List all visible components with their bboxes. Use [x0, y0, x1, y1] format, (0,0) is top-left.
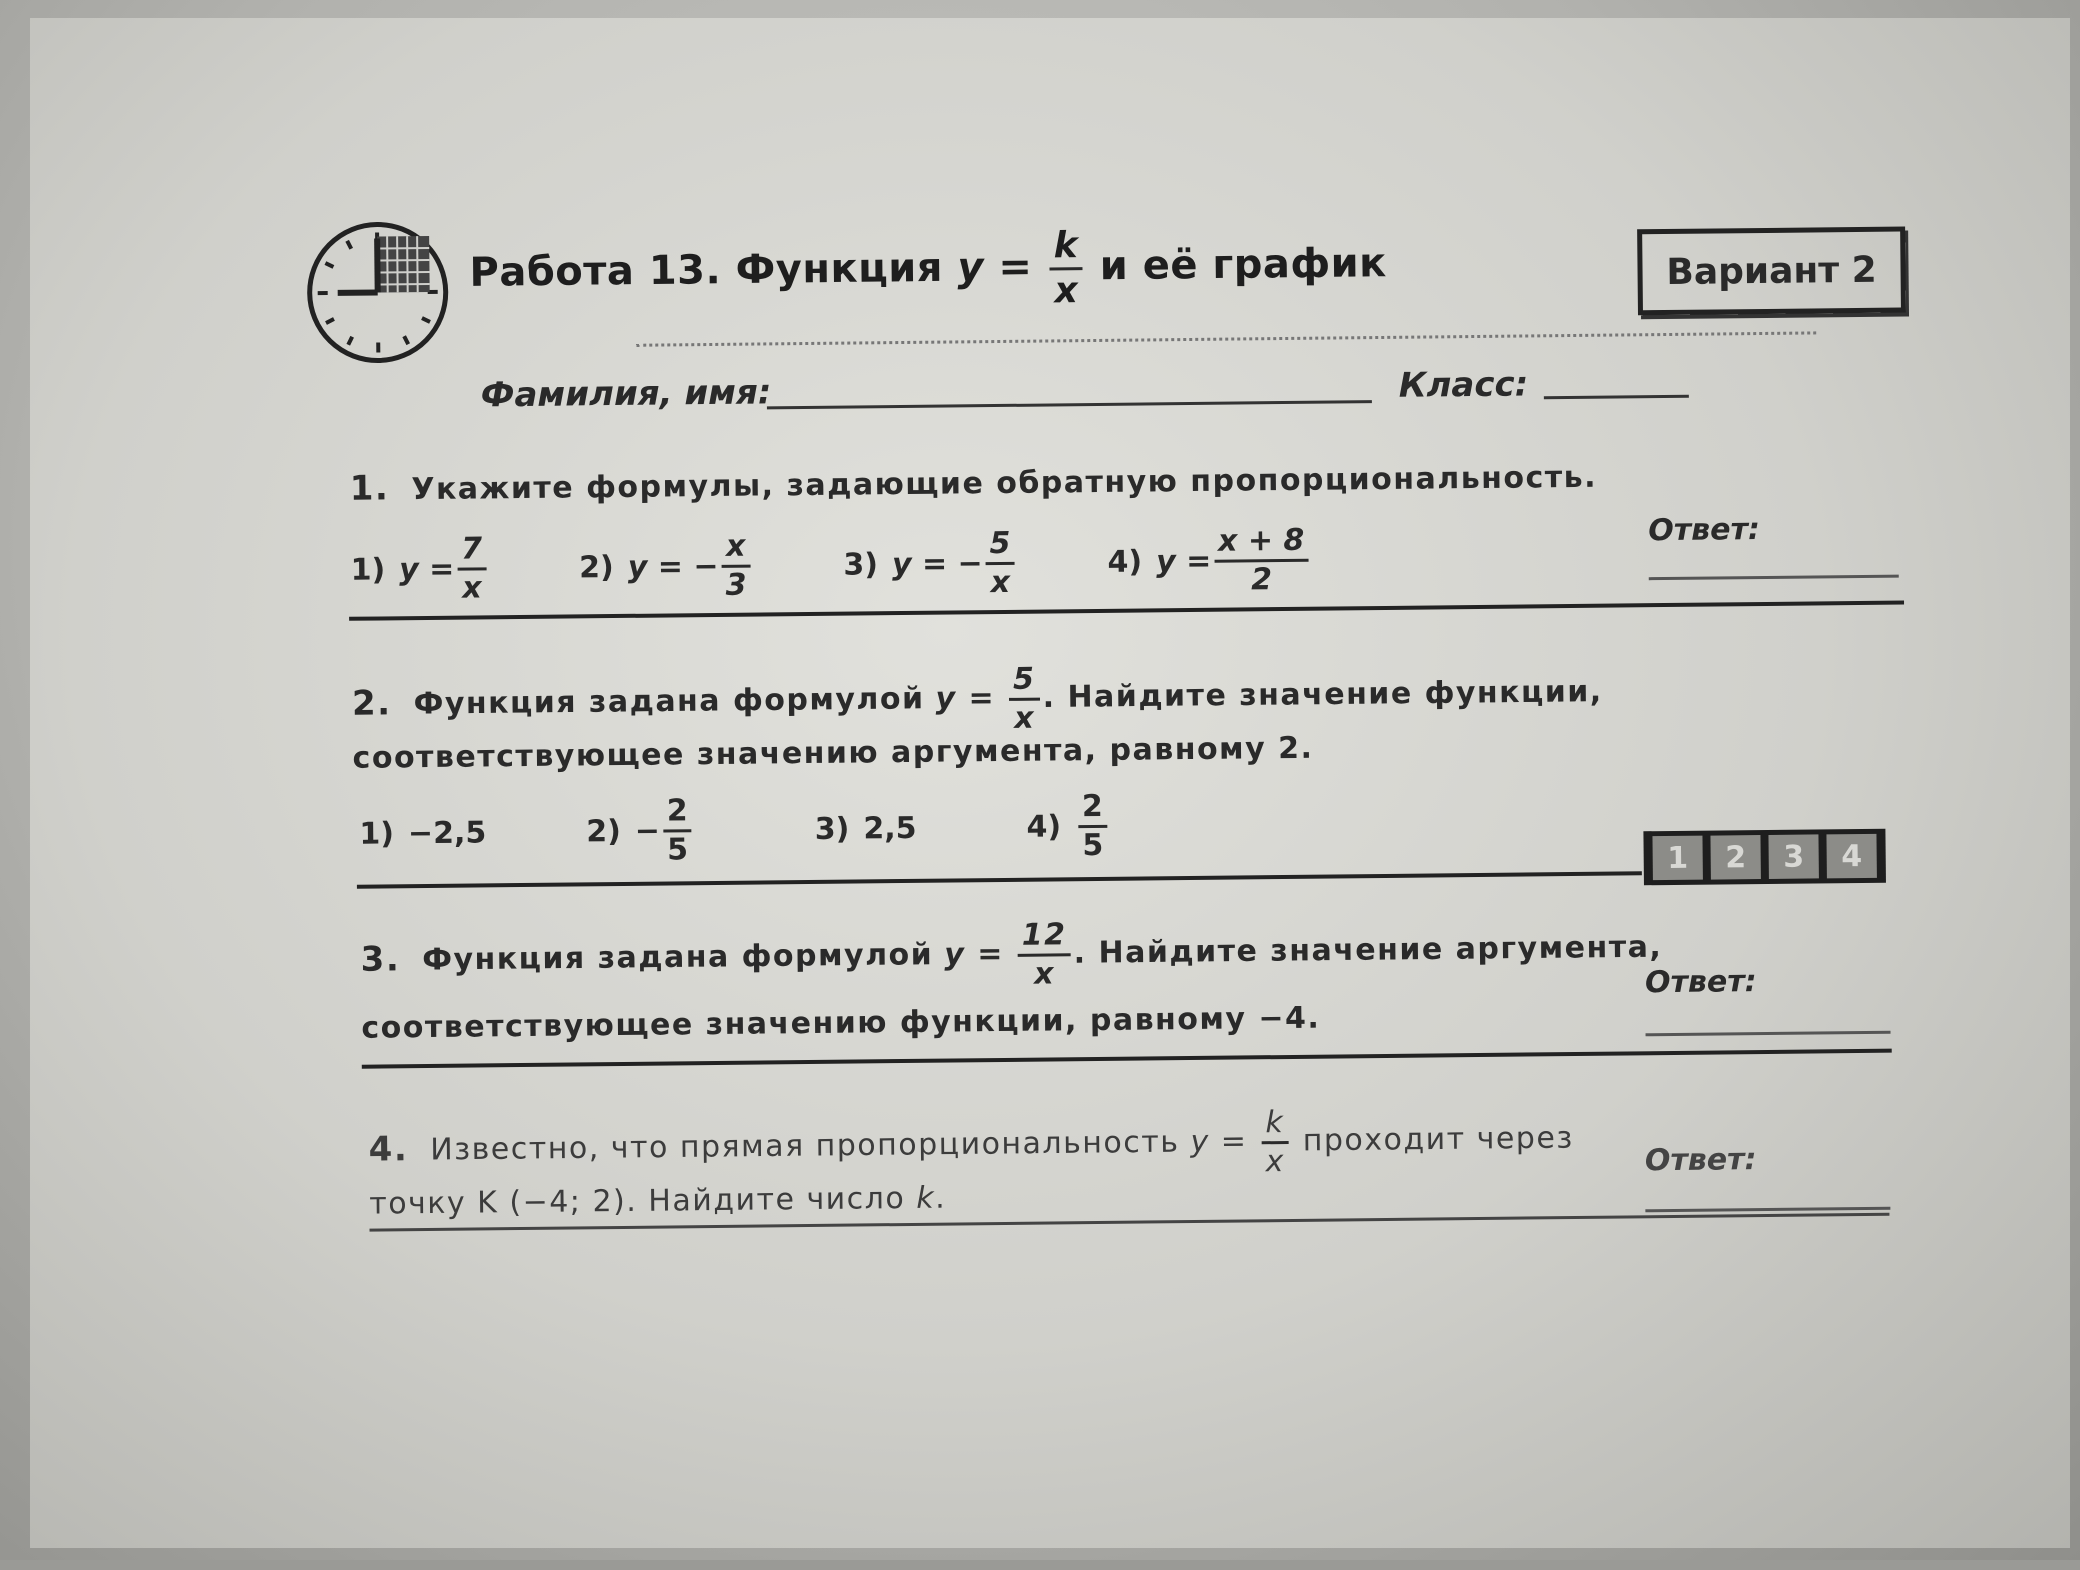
q3-divider — [362, 1049, 1892, 1069]
class-label: Класс: — [1399, 364, 1529, 405]
q2-option-1: 1) −2,5 — [359, 815, 486, 851]
variant-badge: Вариант 2 — [1637, 226, 1906, 315]
question-4-text: 4. Известно, что прямая пропорциональность y = $\frac{k}{x}$ проходит через — [368, 1104, 1574, 1187]
question-1-options — [350, 524, 1402, 605]
question-2-line2: соответствующее значению аргумента, равному 2. — [352, 731, 1313, 776]
answer-box-4[interactable]: 4 — [1826, 834, 1876, 879]
question-4-line2: точку K (−4; 2). Найдите число k. — [369, 1181, 946, 1222]
clock-icon — [303, 218, 453, 368]
q4-answer-field[interactable] — [1645, 1207, 1890, 1213]
q2-option-3: 3) 2,5 — [815, 810, 917, 846]
name-label: Фамилия, имя: — [481, 372, 772, 415]
question-1-text: 1. Укажите формулы, задающие обратную пропорциональность. — [350, 456, 1598, 509]
answer-box-3[interactable]: 3 — [1768, 834, 1818, 879]
answer-box-2[interactable]: 2 — [1710, 835, 1760, 880]
title-divider — [636, 331, 1816, 346]
q2-option-2: 2) − $\frac{2}{5}$ — [586, 795, 695, 866]
question-3-line2: соответствующее значению функции, равному −4. — [361, 1001, 1320, 1046]
page-title: Работа 13. Функция y = $\frac{k}{x}$ и её график — [469, 224, 1387, 316]
q2-divider — [357, 871, 1642, 888]
q1-option-4: 4) y = $\frac{x + 8}{2}$ — [1107, 525, 1312, 597]
q1-answer-field[interactable] — [1649, 575, 1899, 581]
q2-option-4: 4) $\frac{2}{5}$ — [1026, 791, 1110, 862]
title-fraction: $\frac{k}{x}$ — [1049, 227, 1082, 310]
answer-box-1[interactable]: 1 — [1652, 836, 1702, 881]
q2-answer-boxes — [1643, 829, 1886, 886]
q1-option-2: 2) y = − $\frac{x}{3}$ — [579, 531, 754, 603]
q1-divider — [349, 601, 1904, 621]
q3-answer-label: Ответ: — [1645, 964, 1757, 1000]
question-2-text: 2. Функция задана формулой y = $\frac{5}{x}$ . Найдите значение функции, — [352, 658, 1603, 741]
q4-answer-label: Ответ: — [1645, 1142, 1757, 1178]
class-field[interactable] — [1544, 395, 1689, 400]
q3-answer-field[interactable] — [1646, 1031, 1891, 1037]
question-2-options — [359, 790, 1200, 869]
q1-option-1: 1) y = $\frac{7}{x}$ — [350, 533, 489, 604]
question-3-text: 3. Функция задана формулой y = $\frac{12}{x}$ . Найдите значение аргумента, — [360, 913, 1662, 997]
q1-answer-label: Ответ: — [1648, 512, 1760, 548]
q1-option-3: 3) y = − $\frac{5}{x}$ — [843, 528, 1018, 600]
name-field[interactable] — [767, 400, 1372, 409]
